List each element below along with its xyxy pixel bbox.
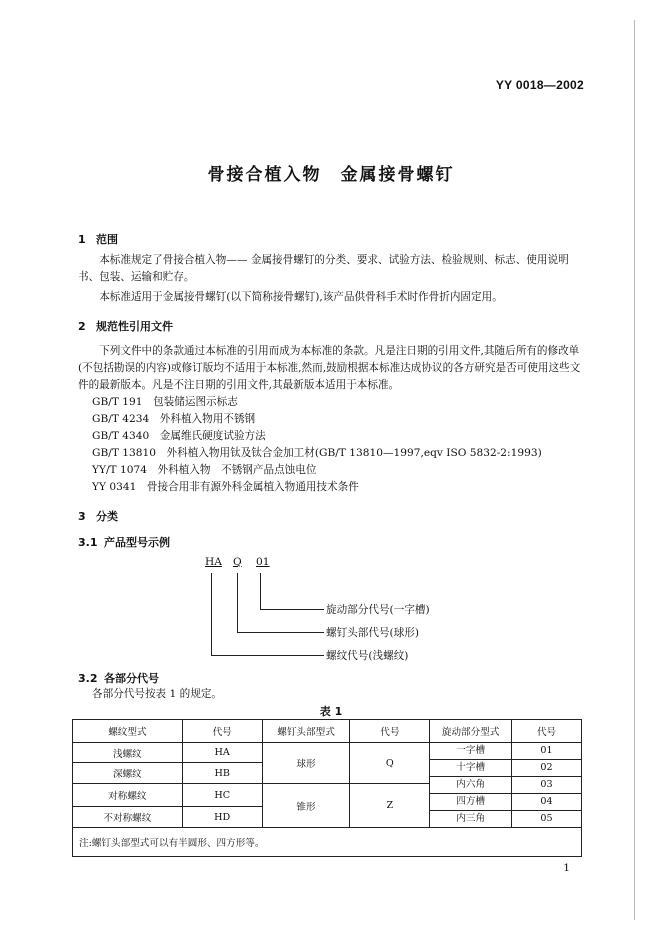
drive-codes-cell xyxy=(512,743,582,828)
drive-type: 四方槽 xyxy=(430,794,511,811)
thread-code-cell: HD xyxy=(182,807,262,828)
table-header-cell: 旋动部分型式 xyxy=(430,720,512,743)
scan-edge-line xyxy=(634,20,635,920)
table-note-row xyxy=(73,828,582,857)
section-3-1-heading xyxy=(78,534,170,550)
table-1 xyxy=(72,719,582,857)
table-header-cell: 螺钉头部型式 xyxy=(262,720,350,743)
table-caption: 表 1 xyxy=(319,705,343,718)
diagram-label-thread: 螺纹代号(浅螺纹) xyxy=(326,650,409,662)
diagram-label-drive: 旋动部分代号(一字槽) xyxy=(326,604,430,616)
thread-code-cell: HC xyxy=(182,784,262,807)
section-3-2-paragraph: 各部分代号按表 1 的规定。 xyxy=(92,688,223,700)
table-header-cell: 代号 xyxy=(512,720,582,743)
diagram-label-head: 螺钉头部代号(球形) xyxy=(326,627,420,639)
section-2-title: 规范性引用文件 xyxy=(96,320,173,333)
table-header-cell: 螺纹型式 xyxy=(73,720,183,743)
section-2-heading xyxy=(78,318,173,334)
section-3-1-title: 产品型号示例 xyxy=(104,536,170,549)
head-code-cell: Q xyxy=(350,743,430,784)
section-3-heading xyxy=(78,508,118,524)
diagram-leader-drive-h xyxy=(260,609,324,610)
thread-type-cell: 不对称螺纹 xyxy=(73,807,183,828)
head-type-cell: 球形 xyxy=(262,743,350,784)
diagram-leader-head-v xyxy=(237,573,238,633)
drive-code: 02 xyxy=(512,760,581,777)
table-header-cell: 代号 xyxy=(182,720,262,743)
drive-type: 十字槽 xyxy=(430,760,511,777)
section-1-heading xyxy=(78,231,118,247)
model-code-drive: 01 xyxy=(256,556,270,568)
section-3-2-title: 各部分代号 xyxy=(104,672,159,685)
section-1-paragraph-2: 本标准适用于金属接骨螺钉(以下简称接骨螺钉),该产品供骨科手术时作骨折内固定用。 xyxy=(99,291,503,303)
diagram-leader-head-h xyxy=(237,632,324,633)
thread-code-cell: HB xyxy=(182,763,262,784)
table-header-row xyxy=(73,720,582,743)
drive-type: 内六角 xyxy=(430,777,511,794)
section-2-paragraph-1: 下列文件中的条款通过本标准的引用而成为本标准的条款。凡是注日期的引用文件,其随后所有的修改单(不包括勘误的内容)或修订版均不适用于本标准,然而,鼓励根据本标准达成协议的各方研究是否可使用这些文件的最新版本。凡是不注日期的引用文件,其最新版本适用于本标准。 xyxy=(78,345,581,391)
reference-item: GB/T 13810 外科植入物用钛及钛合金加工材(GB/T 13810—1997,eqv ISO 5832-2:1993) xyxy=(92,447,542,459)
reference-item: GB/T 4234 外科植入物用不锈钢 xyxy=(92,413,256,425)
table-row xyxy=(73,743,582,763)
model-code-thread: HA xyxy=(205,556,222,568)
section-1-paragraph-1: 本标准规定了骨接合植入物—— 金属接骨螺钉的分类、要求、试验方法、检验规则、标志、使用说明书、包装、运输和贮存。 xyxy=(78,254,569,283)
reference-item: YY/T 1074 外科植入物 不锈钢产品点蚀电位 xyxy=(92,464,317,476)
page-number: 1 xyxy=(563,862,570,874)
drive-code: 05 xyxy=(540,813,553,824)
page-title: 骨接合植入物 金属接骨螺钉 xyxy=(207,165,455,185)
diagram-leader-thread-v xyxy=(211,573,212,656)
drive-code: 03 xyxy=(512,777,581,794)
thread-code-cell: HA xyxy=(182,743,262,763)
reference-item: GB/T 4340 金属维氏硬度试验方法 xyxy=(92,430,266,442)
thread-type-cell: 对称螺纹 xyxy=(73,784,183,807)
table-note: 注:螺钉头部型式可以有半圆形、四方形等。 xyxy=(73,828,582,857)
diagram-leader-drive-v xyxy=(260,573,261,610)
section-3-title: 分类 xyxy=(96,510,118,523)
thread-type-cell: 深螺纹 xyxy=(73,763,183,784)
section-3-number: 3 xyxy=(78,510,86,523)
section-1-title: 范围 xyxy=(96,233,118,246)
drive-types-cell xyxy=(430,743,512,828)
standard-number: YY 0018—2002 xyxy=(495,78,584,92)
thread-type-cell: 浅螺纹 xyxy=(73,743,183,763)
diagram-leader-thread-h xyxy=(211,655,324,656)
drive-type: 一字槽 xyxy=(430,743,511,760)
model-code-head: Q xyxy=(233,556,242,568)
drive-type: 内三角 xyxy=(456,813,486,824)
drive-code: 01 xyxy=(512,743,581,760)
drive-code: 04 xyxy=(512,794,581,811)
section-3-2-number: 3.2 xyxy=(78,672,98,685)
head-code-cell: Z xyxy=(350,784,430,828)
section-3-2-heading xyxy=(78,670,159,686)
section-1-number: 1 xyxy=(78,233,86,246)
section-3-1-number: 3.1 xyxy=(78,536,98,549)
section-2-number: 2 xyxy=(78,320,86,333)
reference-item: YY 0341 骨接合用非有源外科金属植入物通用技术条件 xyxy=(92,481,359,493)
reference-item: GB/T 191 包装储运图示标志 xyxy=(92,396,238,408)
table-header-cell: 代号 xyxy=(350,720,430,743)
head-type-cell: 锥形 xyxy=(262,784,350,828)
